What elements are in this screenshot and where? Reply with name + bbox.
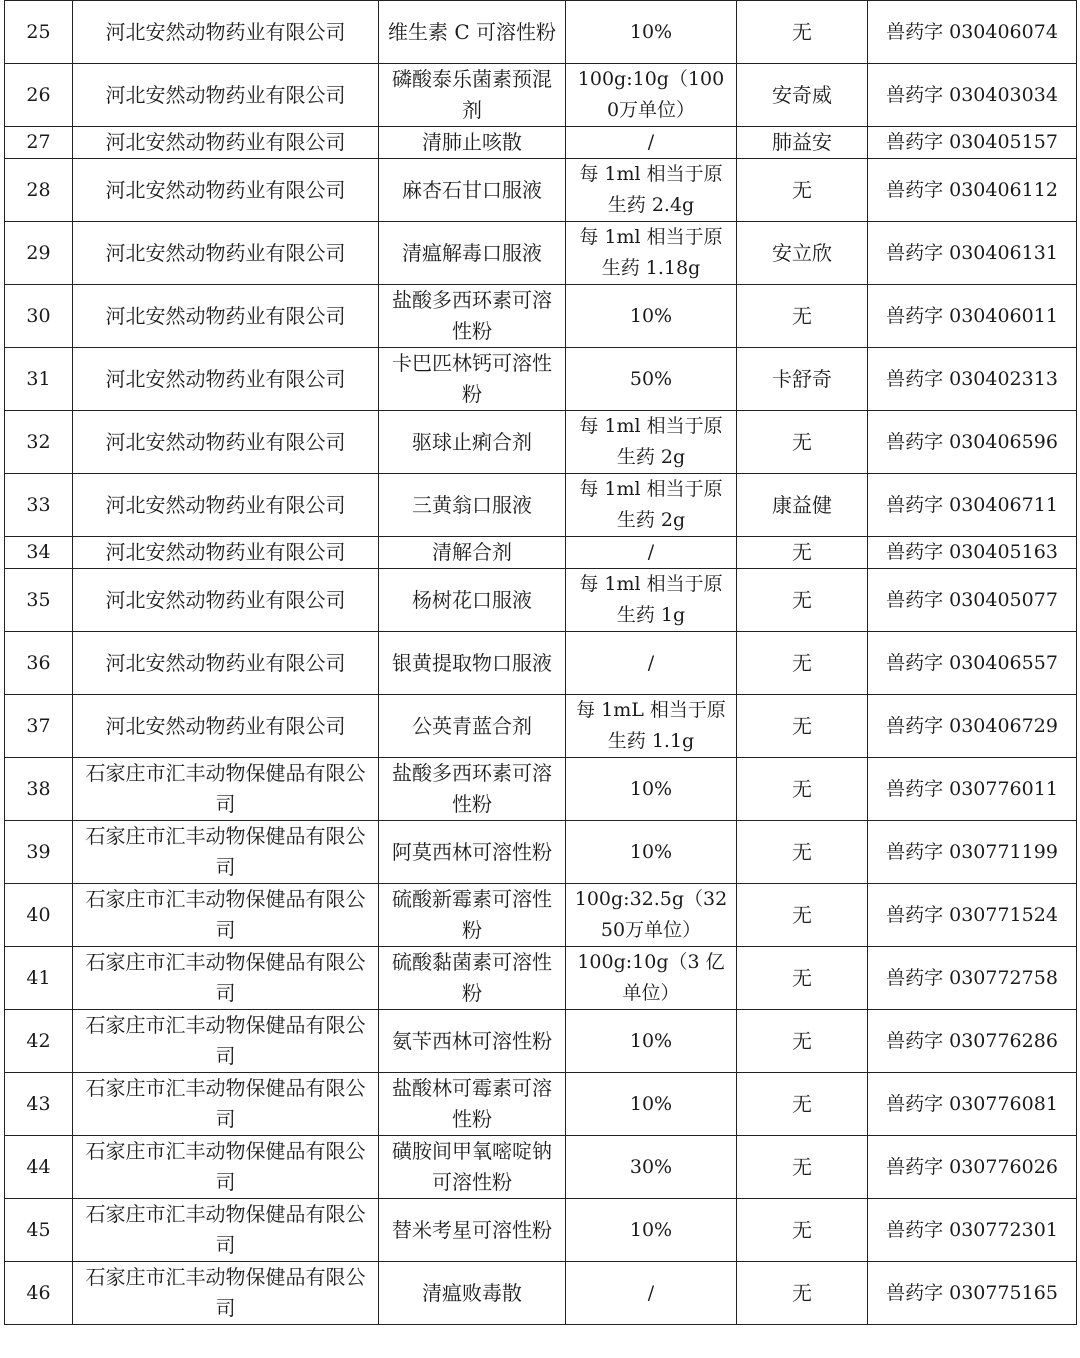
trade-name: 无 <box>737 947 868 1010</box>
company-name: 石家庄市汇丰动物保健品有限公司 <box>73 884 379 947</box>
trade-name: 无 <box>737 1262 868 1325</box>
table-row <box>5 474 1077 537</box>
product-spec: 30% <box>566 1136 737 1199</box>
company-name: 河北安然动物药业有限公司 <box>73 474 379 537</box>
company-name: 石家庄市汇丰动物保健品有限公司 <box>73 1199 379 1262</box>
company-name: 石家庄市汇丰动物保健品有限公司 <box>73 1136 379 1199</box>
table-row <box>5 348 1077 411</box>
product-spec: 10% <box>566 821 737 884</box>
approval-number: 兽药字 030406131 <box>868 222 1077 285</box>
company-name: 石家庄市汇丰动物保健品有限公司 <box>73 1073 379 1136</box>
approval-number: 兽药字 030776011 <box>868 758 1077 821</box>
approval-number: 兽药字 030405163 <box>868 537 1077 569</box>
product-spec: 10% <box>566 285 737 348</box>
product-name: 氨苄西林可溶性粉 <box>379 1010 566 1073</box>
product-name: 盐酸多西环素可溶性粉 <box>379 285 566 348</box>
company-name: 河北安然动物药业有限公司 <box>73 159 379 222</box>
trade-name: 无 <box>737 411 868 474</box>
row-number: 25 <box>5 1 73 64</box>
product-name: 清瘟解毒口服液 <box>379 222 566 285</box>
product-spec: 100g:10g（3 亿单位） <box>566 947 737 1010</box>
product-spec: 100g:10g（1000万单位） <box>566 64 737 127</box>
company-name: 河北安然动物药业有限公司 <box>73 695 379 758</box>
trade-name: 肺益安 <box>737 127 868 159</box>
approval-number: 兽药字 030406112 <box>868 159 1077 222</box>
approval-number: 兽药字 030771524 <box>868 884 1077 947</box>
product-name: 三黄翁口服液 <box>379 474 566 537</box>
table-row <box>5 947 1077 1010</box>
product-spec: 10% <box>566 1073 737 1136</box>
row-number: 31 <box>5 348 73 411</box>
table-row <box>5 884 1077 947</box>
product-spec: / <box>566 127 737 159</box>
table-row <box>5 1 1077 64</box>
company-name: 河北安然动物药业有限公司 <box>73 222 379 285</box>
product-spec: 每 1ml 相当于原生药 1.18g <box>566 222 737 285</box>
company-name: 河北安然动物药业有限公司 <box>73 537 379 569</box>
company-name: 石家庄市汇丰动物保健品有限公司 <box>73 1010 379 1073</box>
trade-name: 安立欣 <box>737 222 868 285</box>
company-name: 河北安然动物药业有限公司 <box>73 348 379 411</box>
company-name: 石家庄市汇丰动物保健品有限公司 <box>73 1262 379 1325</box>
trade-name: 无 <box>737 569 868 632</box>
trade-name: 无 <box>737 159 868 222</box>
trade-name: 无 <box>737 1199 868 1262</box>
approval-number: 兽药字 030406074 <box>868 1 1077 64</box>
approval-number: 兽药字 030406011 <box>868 285 1077 348</box>
table-row <box>5 1262 1077 1325</box>
trade-name: 无 <box>737 1 868 64</box>
product-name: 银黄提取物口服液 <box>379 632 566 695</box>
trade-name: 无 <box>737 884 868 947</box>
company-name: 石家庄市汇丰动物保健品有限公司 <box>73 821 379 884</box>
table-row <box>5 411 1077 474</box>
company-name: 河北安然动物药业有限公司 <box>73 411 379 474</box>
approval-number: 兽药字 030771199 <box>868 821 1077 884</box>
product-name: 磺胺间甲氧嘧啶钠可溶性粉 <box>379 1136 566 1199</box>
company-name: 河北安然动物药业有限公司 <box>73 569 379 632</box>
product-name: 盐酸多西环素可溶性粉 <box>379 758 566 821</box>
approval-number: 兽药字 030405157 <box>868 127 1077 159</box>
company-name: 河北安然动物药业有限公司 <box>73 632 379 695</box>
product-name: 清肺止咳散 <box>379 127 566 159</box>
table-row <box>5 758 1077 821</box>
table-row <box>5 127 1077 159</box>
trade-name: 无 <box>737 695 868 758</box>
company-name: 河北安然动物药业有限公司 <box>73 127 379 159</box>
approval-number: 兽药字 030406596 <box>868 411 1077 474</box>
product-name: 硫酸黏菌素可溶性粉 <box>379 947 566 1010</box>
row-number: 27 <box>5 127 73 159</box>
table-body <box>5 1 1077 1325</box>
row-number: 44 <box>5 1136 73 1199</box>
approval-number: 兽药字 030406711 <box>868 474 1077 537</box>
product-spec: 10% <box>566 1010 737 1073</box>
product-name: 清瘟败毒散 <box>379 1262 566 1325</box>
company-name: 石家庄市汇丰动物保健品有限公司 <box>73 947 379 1010</box>
row-number: 39 <box>5 821 73 884</box>
approval-number: 兽药字 030402313 <box>868 348 1077 411</box>
product-spec: / <box>566 1262 737 1325</box>
product-name: 杨树花口服液 <box>379 569 566 632</box>
approval-number: 兽药字 030406729 <box>868 695 1077 758</box>
product-spec: 每 1ml 相当于原生药 2g <box>566 411 737 474</box>
approval-number: 兽药字 030776081 <box>868 1073 1077 1136</box>
row-number: 45 <box>5 1199 73 1262</box>
row-number: 38 <box>5 758 73 821</box>
company-name: 河北安然动物药业有限公司 <box>73 285 379 348</box>
table-row <box>5 159 1077 222</box>
approval-number: 兽药字 030406557 <box>868 632 1077 695</box>
approval-number: 兽药字 030775165 <box>868 1262 1077 1325</box>
table-row <box>5 632 1077 695</box>
row-number: 36 <box>5 632 73 695</box>
product-spec: / <box>566 632 737 695</box>
approval-number: 兽药字 030403034 <box>868 64 1077 127</box>
row-number: 40 <box>5 884 73 947</box>
table-row <box>5 285 1077 348</box>
table-row <box>5 821 1077 884</box>
table-row <box>5 1136 1077 1199</box>
table-row <box>5 1199 1077 1262</box>
approval-number: 兽药字 030772758 <box>868 947 1077 1010</box>
trade-name: 无 <box>737 821 868 884</box>
product-spec: 10% <box>566 1199 737 1262</box>
row-number: 29 <box>5 222 73 285</box>
trade-name: 无 <box>737 1073 868 1136</box>
product-spec: / <box>566 537 737 569</box>
company-name: 石家庄市汇丰动物保健品有限公司 <box>73 758 379 821</box>
approval-number: 兽药字 030772301 <box>868 1199 1077 1262</box>
row-number: 32 <box>5 411 73 474</box>
approval-number: 兽药字 030776026 <box>868 1136 1077 1199</box>
product-spec: 100g:32.5g（3250万单位） <box>566 884 737 947</box>
table-row <box>5 64 1077 127</box>
trade-name: 无 <box>737 1010 868 1073</box>
product-spec: 每 1mL 相当于原生药 1.1g <box>566 695 737 758</box>
table-row <box>5 222 1077 285</box>
row-number: 35 <box>5 569 73 632</box>
trade-name: 无 <box>737 758 868 821</box>
row-number: 42 <box>5 1010 73 1073</box>
product-name: 公英青蓝合剂 <box>379 695 566 758</box>
approval-number: 兽药字 030776286 <box>868 1010 1077 1073</box>
trade-name: 安奇威 <box>737 64 868 127</box>
trade-name: 康益健 <box>737 474 868 537</box>
product-spec: 每 1ml 相当于原生药 2.4g <box>566 159 737 222</box>
product-spec: 每 1ml 相当于原生药 2g <box>566 474 737 537</box>
product-name: 磷酸泰乐菌素预混剂 <box>379 64 566 127</box>
product-spec: 每 1ml 相当于原生药 1g <box>566 569 737 632</box>
row-number: 43 <box>5 1073 73 1136</box>
product-name: 清解合剂 <box>379 537 566 569</box>
product-name: 驱球止痢合剂 <box>379 411 566 474</box>
trade-name: 无 <box>737 1136 868 1199</box>
row-number: 26 <box>5 64 73 127</box>
product-name: 阿莫西林可溶性粉 <box>379 821 566 884</box>
trade-name: 卡舒奇 <box>737 348 868 411</box>
product-name: 盐酸林可霉素可溶性粉 <box>379 1073 566 1136</box>
product-name: 维生素 C 可溶性粉 <box>379 1 566 64</box>
product-spec: 50% <box>566 348 737 411</box>
row-number: 28 <box>5 159 73 222</box>
product-name: 麻杏石甘口服液 <box>379 159 566 222</box>
table-row <box>5 537 1077 569</box>
row-number: 37 <box>5 695 73 758</box>
table-row <box>5 1073 1077 1136</box>
product-name: 硫酸新霉素可溶性粉 <box>379 884 566 947</box>
table-row <box>5 1010 1077 1073</box>
trade-name: 无 <box>737 632 868 695</box>
row-number: 46 <box>5 1262 73 1325</box>
table-row <box>5 569 1077 632</box>
trade-name: 无 <box>737 285 868 348</box>
row-number: 33 <box>5 474 73 537</box>
company-name: 河北安然动物药业有限公司 <box>73 64 379 127</box>
approval-number: 兽药字 030405077 <box>868 569 1077 632</box>
trade-name: 无 <box>737 537 868 569</box>
product-name: 替米考星可溶性粉 <box>379 1199 566 1262</box>
vet-drug-table <box>4 0 1077 1325</box>
row-number: 30 <box>5 285 73 348</box>
product-spec: 10% <box>566 1 737 64</box>
company-name: 河北安然动物药业有限公司 <box>73 1 379 64</box>
table-row <box>5 695 1077 758</box>
row-number: 41 <box>5 947 73 1010</box>
product-spec: 10% <box>566 758 737 821</box>
row-number: 34 <box>5 537 73 569</box>
product-name: 卡巴匹林钙可溶性粉 <box>379 348 566 411</box>
